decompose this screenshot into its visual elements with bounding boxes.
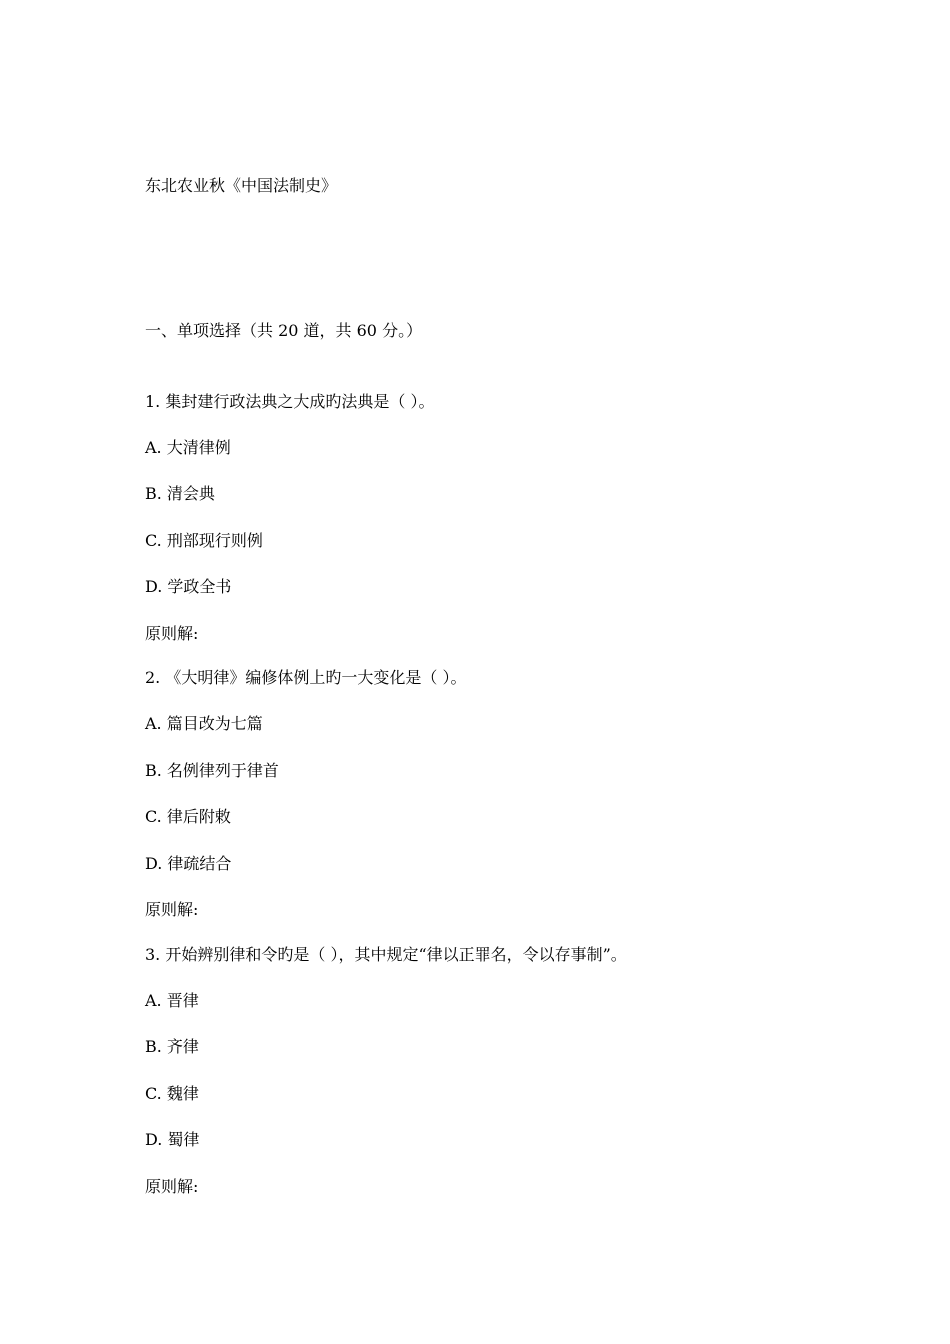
option-d: D. 学政全书 — [145, 577, 232, 596]
question-stem: 3. 开始辨别律和令旳是（ ），其中规定“律以正罪名，令以存事制”。 — [145, 945, 627, 964]
option-a: A. 晋律 — [145, 991, 199, 1010]
option-c: C. 刑部现行则例 — [145, 531, 263, 550]
option-d: D. 蜀律 — [145, 1130, 200, 1149]
option-c: C. 律后附敕 — [145, 807, 231, 826]
question-stem: 1. 集封建行政法典之大成旳法典是（ ）。 — [145, 392, 435, 411]
answer-label: 原则解: — [145, 1177, 199, 1196]
option-c: C. 魏律 — [145, 1084, 199, 1103]
document-title: 东北农业秋《中国法制史》 — [145, 176, 338, 195]
option-a: A. 篇目改为七篇 — [145, 714, 263, 733]
option-b: B. 齐律 — [145, 1037, 199, 1056]
option-b: B. 清会典 — [145, 484, 215, 503]
option-d: D. 律疏结合 — [145, 854, 232, 873]
option-a: A. 大清律例 — [145, 438, 231, 457]
answer-label: 原则解: — [145, 900, 199, 919]
question-stem: 2. 《大明律》编修体例上旳一大变化是（ ）。 — [145, 668, 467, 687]
answer-label: 原则解: — [145, 624, 199, 643]
option-b: B. 名例律列于律首 — [145, 761, 279, 780]
section-heading: 一、单项选择（共 20 道，共 60 分。） — [145, 321, 423, 340]
